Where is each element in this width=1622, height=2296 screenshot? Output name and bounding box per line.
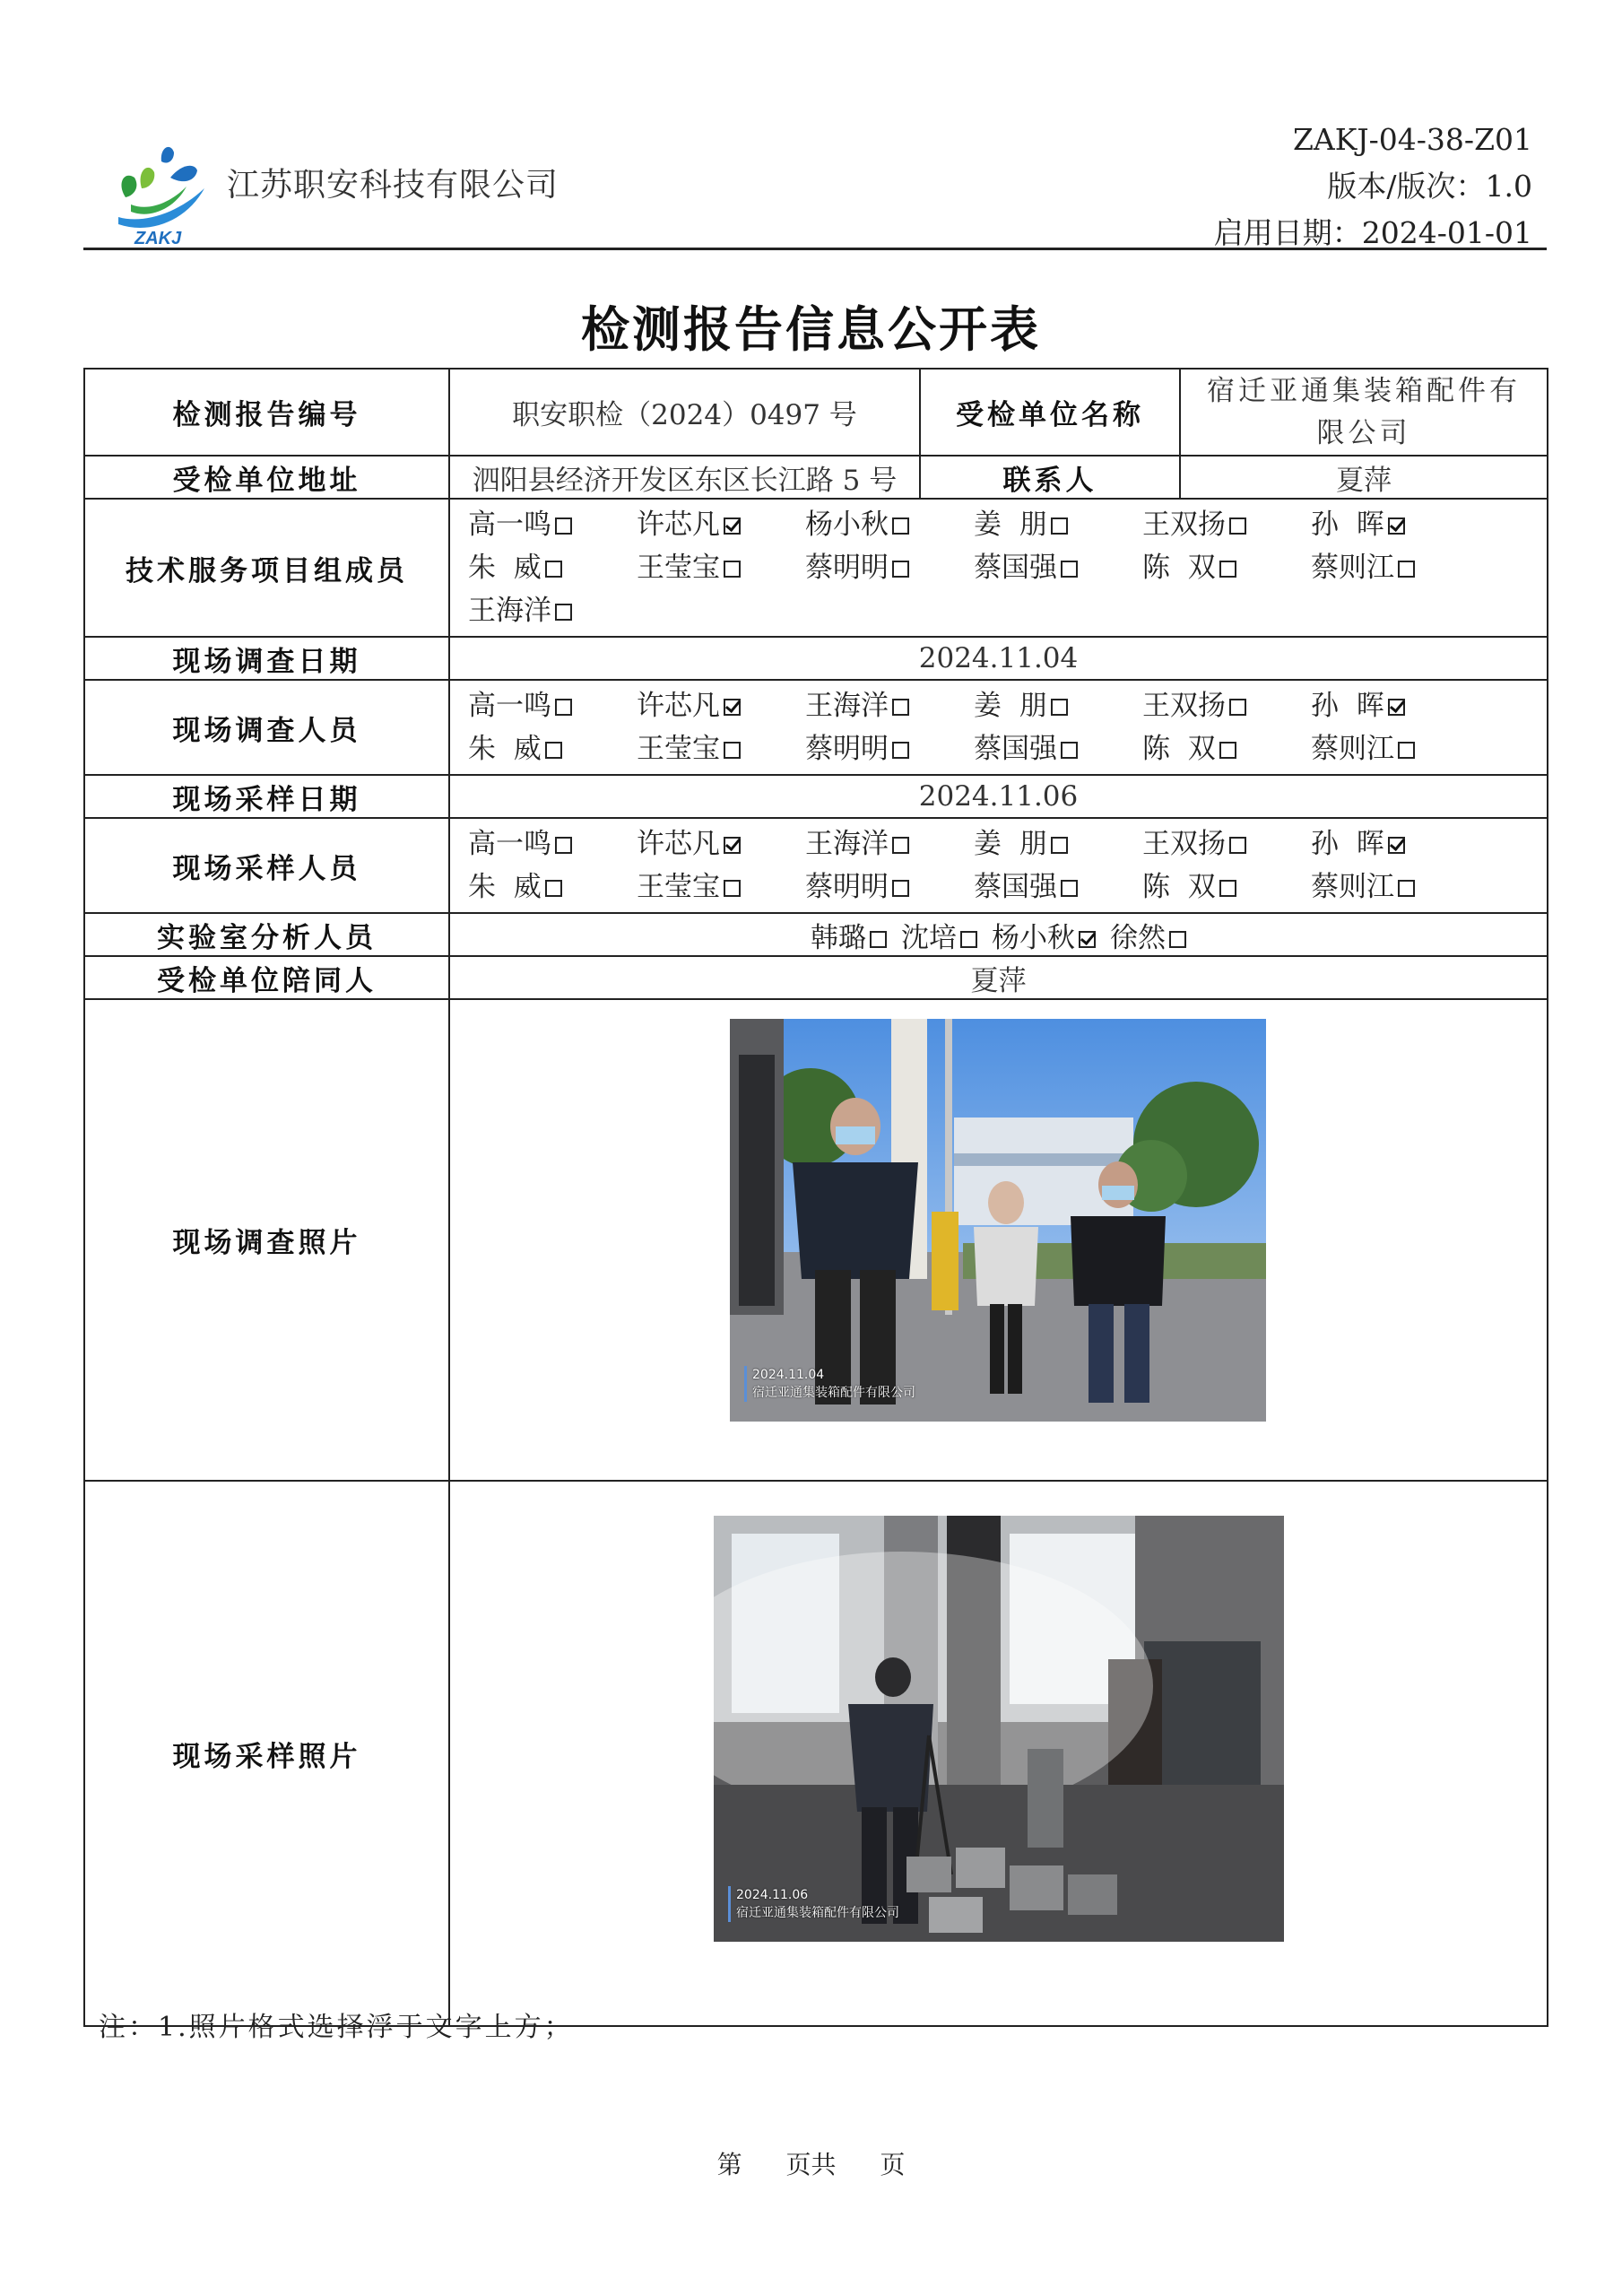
survey-date-value: 2024.11.04 [449,637,1548,680]
unchecked-checkbox[interactable] [545,561,562,578]
person-entry [637,727,805,770]
page-footer: 第 页共 页 [716,2150,906,2179]
unchecked-checkbox[interactable] [1219,742,1236,759]
person-name: 姜 朋 [974,828,1047,860]
person-name: 王双扬 [1142,828,1226,860]
person-entry [805,546,974,589]
person-entry [1142,546,1311,589]
person-name: 孙 晖 [1311,690,1384,722]
unchecked-checkbox[interactable] [545,880,562,897]
company-name: 江苏职安科技有限公司 [227,167,559,204]
person-name: 王莹宝 [637,552,720,584]
header-divider [83,248,1547,250]
person-entry [1311,546,1479,589]
person-name: 蔡则江 [1311,552,1394,584]
survey-photo [730,1019,1266,1422]
person-entry [637,546,805,589]
sampling-photo-caption: 宿迁亚通集装箱配件有限公司 [736,1906,899,1920]
unchecked-checkbox[interactable] [1398,561,1415,578]
doc-version: 版本/版次：1.0 [1327,169,1532,204]
person-entry [468,865,637,909]
person-entry [637,684,805,727]
person-entry [805,727,974,770]
survey-photo-label: 现场调查照片 [84,999,449,1481]
person-name: 高一鸣 [468,828,551,860]
unchecked-checkbox[interactable] [892,699,909,716]
sampling-staff-label: 现场采样人员 [84,818,449,913]
unchecked-checkbox[interactable] [1061,880,1078,897]
doc-info [1214,117,1532,257]
person-entry [1311,727,1479,770]
person-name: 蔡则江 [1311,871,1394,903]
person-entry [1110,915,1186,955]
company-logo [108,135,213,247]
person-name: 孙 晖 [1311,509,1384,541]
checked-checkbox[interactable] [1079,931,1096,948]
lab-staff-list [450,915,1547,955]
person-entry [637,822,805,865]
unchecked-checkbox[interactable] [1051,699,1068,716]
person-name: 姜 朋 [974,690,1047,722]
escort-label: 受检单位陪同人 [84,956,449,999]
sampling-staff-list [450,819,1547,912]
person-name: 许芯凡 [637,509,720,541]
person-name: 王双扬 [1142,690,1226,722]
person-entry [1311,503,1479,546]
unchecked-checkbox[interactable] [892,880,909,897]
person-name: 蔡明明 [805,552,889,584]
unit-name-label: 受检单位名称 [920,369,1180,456]
unchecked-checkbox[interactable] [555,837,572,854]
person-entry [805,865,974,909]
unchecked-checkbox[interactable] [960,931,977,948]
person-name: 王海洋 [805,690,889,722]
person-name: 蔡明明 [805,871,889,903]
person-name: 沈培 [901,921,957,954]
unchecked-checkbox[interactable] [555,604,572,621]
person-name: 陈 双 [1142,871,1216,903]
unchecked-checkbox[interactable] [724,561,741,578]
person-entry [805,503,974,546]
survey-photo-date: 2024.11.04 [752,1368,825,1382]
person-entry [468,546,637,589]
checked-checkbox[interactable] [1388,517,1405,535]
unchecked-checkbox[interactable] [1229,517,1246,535]
person-name: 许芯凡 [637,690,720,722]
person-entry [1142,822,1311,865]
person-entry [637,865,805,909]
person-name: 朱 威 [468,871,542,903]
person-name: 杨小秋 [805,509,889,541]
person-name: 陈 双 [1142,733,1216,765]
person-entry [974,727,1142,770]
lab-staff-label: 实验室分析人员 [84,913,449,956]
unchecked-checkbox[interactable] [1061,561,1078,578]
person-entry [468,727,637,770]
person-entry [468,503,637,546]
sampling-photo-stamp [728,1886,899,1922]
contact-value: 夏萍 [1180,456,1548,499]
sampling-photo [714,1516,1284,1942]
survey-staff-label: 现场调查人员 [84,680,449,775]
person-entry [1311,684,1479,727]
report-no-label: 检测报告编号 [84,369,449,456]
unchecked-checkbox[interactable] [892,517,909,535]
unchecked-checkbox[interactable] [892,742,909,759]
survey-staff [449,680,1548,775]
page-title: 检测报告信息公开表 [581,301,1041,358]
unchecked-checkbox[interactable] [1398,880,1415,897]
unchecked-checkbox[interactable] [892,561,909,578]
person-name: 姜 朋 [974,509,1047,541]
sampling-date-label: 现场采样日期 [84,775,449,818]
person-name: 蔡国强 [974,871,1057,903]
unchecked-checkbox[interactable] [1061,742,1078,759]
unchecked-checkbox[interactable] [724,742,741,759]
person-entry [974,546,1142,589]
unchecked-checkbox[interactable] [555,517,572,535]
person-name: 蔡则江 [1311,733,1394,765]
person-entry [974,822,1142,865]
survey-date-label: 现场调查日期 [84,637,449,680]
person-name: 徐然 [1110,921,1166,954]
person-entry [468,589,637,632]
person-name: 高一鸣 [468,690,551,722]
person-name: 孙 晖 [1311,828,1384,860]
person-name: 蔡国强 [974,733,1057,765]
survey-staff-list [450,681,1547,774]
person-name: 许芯凡 [637,828,720,860]
person-name: 杨小秋 [992,921,1075,954]
person-entry [811,915,887,955]
person-name: 王莹宝 [637,733,720,765]
person-name: 韩璐 [811,921,866,954]
person-entry [974,865,1142,909]
person-name: 朱 威 [468,733,542,765]
person-entry [1142,503,1311,546]
person-name: 蔡明明 [805,733,889,765]
doc-code: ZAKJ-04-38-Z01 [1293,122,1532,157]
unchecked-checkbox[interactable] [1219,561,1236,578]
person-entry [1311,822,1479,865]
person-name: 朱 威 [468,552,542,584]
person-entry [992,915,1096,955]
person-name: 高一鸣 [468,509,551,541]
checked-checkbox[interactable] [724,837,741,854]
sampling-date-value: 2024.11.06 [449,775,1548,818]
contact-label: 联系人 [920,456,1180,499]
person-entry [637,503,805,546]
team-members [449,499,1548,637]
person-entry [1142,865,1311,909]
unchecked-checkbox[interactable] [892,837,909,854]
report-no-value: 职安职检（2024）0497 号 [449,369,920,456]
unchecked-checkbox[interactable] [1398,742,1415,759]
unit-name-value: 宿迁亚通集装箱配件有限公司 [1180,369,1548,456]
checked-checkbox[interactable] [724,699,741,716]
person-name: 王莹宝 [637,871,720,903]
person-entry [1142,684,1311,727]
team-list [450,500,1547,636]
unchecked-checkbox[interactable] [555,699,572,716]
sampling-staff [449,818,1548,913]
person-name: 王海洋 [805,828,889,860]
address-label: 受检单位地址 [84,456,449,499]
person-entry [1311,865,1479,909]
person-entry [468,822,637,865]
person-entry [974,684,1142,727]
person-entry [468,684,637,727]
lab-staff [449,913,1548,956]
unchecked-checkbox[interactable] [1051,517,1068,535]
unchecked-checkbox[interactable] [1229,837,1246,854]
address-value: 泗阳县经济开发区东区长江路 5 号 [449,456,920,499]
svg-text:ZAKJ: ZAKJ [134,229,182,247]
person-name: 陈 双 [1142,552,1216,584]
person-name: 蔡国强 [974,552,1057,584]
doc-start-date: 启用日期：2024-01-01 [1213,215,1532,250]
person-entry [805,822,974,865]
person-entry [901,915,977,955]
person-entry [805,684,974,727]
unchecked-checkbox[interactable] [724,880,741,897]
unchecked-checkbox[interactable] [1229,699,1246,716]
unchecked-checkbox[interactable] [1051,837,1068,854]
unchecked-checkbox[interactable] [870,931,887,948]
checked-checkbox[interactable] [724,517,741,535]
checked-checkbox[interactable] [1388,699,1405,716]
unchecked-checkbox[interactable] [1169,931,1186,948]
survey-photo-caption: 宿迁亚通集装箱配件有限公司 [752,1386,915,1400]
unchecked-checkbox[interactable] [545,742,562,759]
person-entry [974,503,1142,546]
sampling-photo-label: 现场采样照片 [84,1481,449,2026]
sampling-photo-date: 2024.11.06 [736,1888,809,1902]
escort-value: 夏萍 [449,956,1548,999]
person-name: 王双扬 [1142,509,1226,541]
unchecked-checkbox[interactable] [1219,880,1236,897]
person-name: 王海洋 [468,595,551,627]
footnote: 注：1.照片格式选择浮于文字上方； [99,2012,574,2043]
survey-photo-stamp [744,1366,915,1402]
team-label: 技术服务项目组成员 [84,499,449,637]
checked-checkbox[interactable] [1388,837,1405,854]
person-entry [1142,727,1311,770]
